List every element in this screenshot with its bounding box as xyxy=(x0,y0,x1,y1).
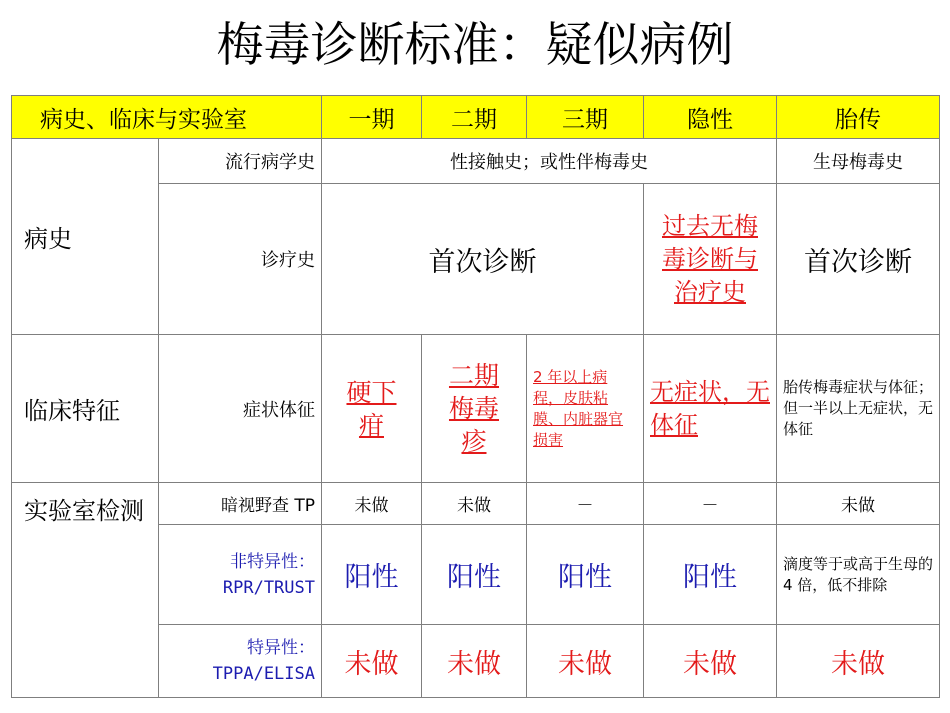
history-section: 病史 xyxy=(12,139,159,335)
clinical-row xyxy=(12,335,940,483)
diagnosis-table xyxy=(11,95,940,698)
treatment-label: 诊疗史 xyxy=(159,184,322,335)
treponemal-congenital: 未做 xyxy=(777,625,940,698)
treponemal-latent: 未做 xyxy=(644,625,777,698)
header-row xyxy=(12,96,940,139)
col-tertiary: 三期 xyxy=(527,96,644,139)
nontreponemal-congenital: 滴度等于或高于生母的 4 倍，低不排除 xyxy=(777,525,940,625)
darkfield-congenital: 未做 xyxy=(777,483,940,525)
nontreponemal-tertiary: 阳性 xyxy=(527,525,644,625)
secondary-sign: 二期梅毒疹 xyxy=(422,335,527,483)
col-latent: 隐性 xyxy=(644,96,777,139)
epi-label: 流行病学史 xyxy=(159,139,322,184)
darkfield-latent: － xyxy=(644,483,777,525)
congenital-sign: 胎传梅毒症状与体征；但一半以上无症状，无体征 xyxy=(777,335,940,483)
primary-sign: 硬下疳 xyxy=(322,335,422,483)
epi-congenital: 生母梅毒史 xyxy=(777,139,940,184)
col-congenital: 胎传 xyxy=(777,96,940,139)
page-title: 梅毒诊断标准：疑似病例 xyxy=(216,18,734,73)
treponemal-secondary: 未做 xyxy=(422,625,527,698)
treponemal-primary: 未做 xyxy=(322,625,422,698)
col-primary: 一期 xyxy=(322,96,422,139)
nontreponemal-label: 非特异性： RPR/TRUST xyxy=(159,525,322,625)
epi-shared: 性接触史；或性伴梅毒史 xyxy=(322,139,777,184)
darkfield-secondary: 未做 xyxy=(422,483,527,525)
darkfield-label: 暗视野查 TP xyxy=(159,483,322,525)
lab-section: 实验室检测 xyxy=(12,483,159,698)
treatment-first: 首次诊断 xyxy=(322,184,644,335)
nontreponemal-primary: 阳性 xyxy=(322,525,422,625)
nontreponemal-secondary: 阳性 xyxy=(422,525,527,625)
darkfield-tertiary: － xyxy=(527,483,644,525)
clinical-label: 症状体征 xyxy=(159,335,322,483)
epi-row xyxy=(12,139,940,184)
darkfield-row xyxy=(12,483,940,525)
treatment-congenital: 首次诊断 xyxy=(777,184,940,335)
col-secondary: 二期 xyxy=(422,96,527,139)
treatment-latent: 过去无梅毒诊断与治疗史 xyxy=(644,184,777,335)
header-label: 病史、临床与实验室 xyxy=(12,96,322,139)
latent-sign: 无症状，无体征 xyxy=(644,335,777,483)
treponemal-label: 特异性： TPPA/ELISA xyxy=(159,625,322,698)
nontreponemal-latent: 阳性 xyxy=(644,525,777,625)
treponemal-tertiary: 未做 xyxy=(527,625,644,698)
clinical-section: 临床特征 xyxy=(12,335,159,483)
darkfield-primary: 未做 xyxy=(322,483,422,525)
tertiary-sign: 2 年以上病程，皮肤粘膜、内脏器官损害 xyxy=(527,335,644,483)
